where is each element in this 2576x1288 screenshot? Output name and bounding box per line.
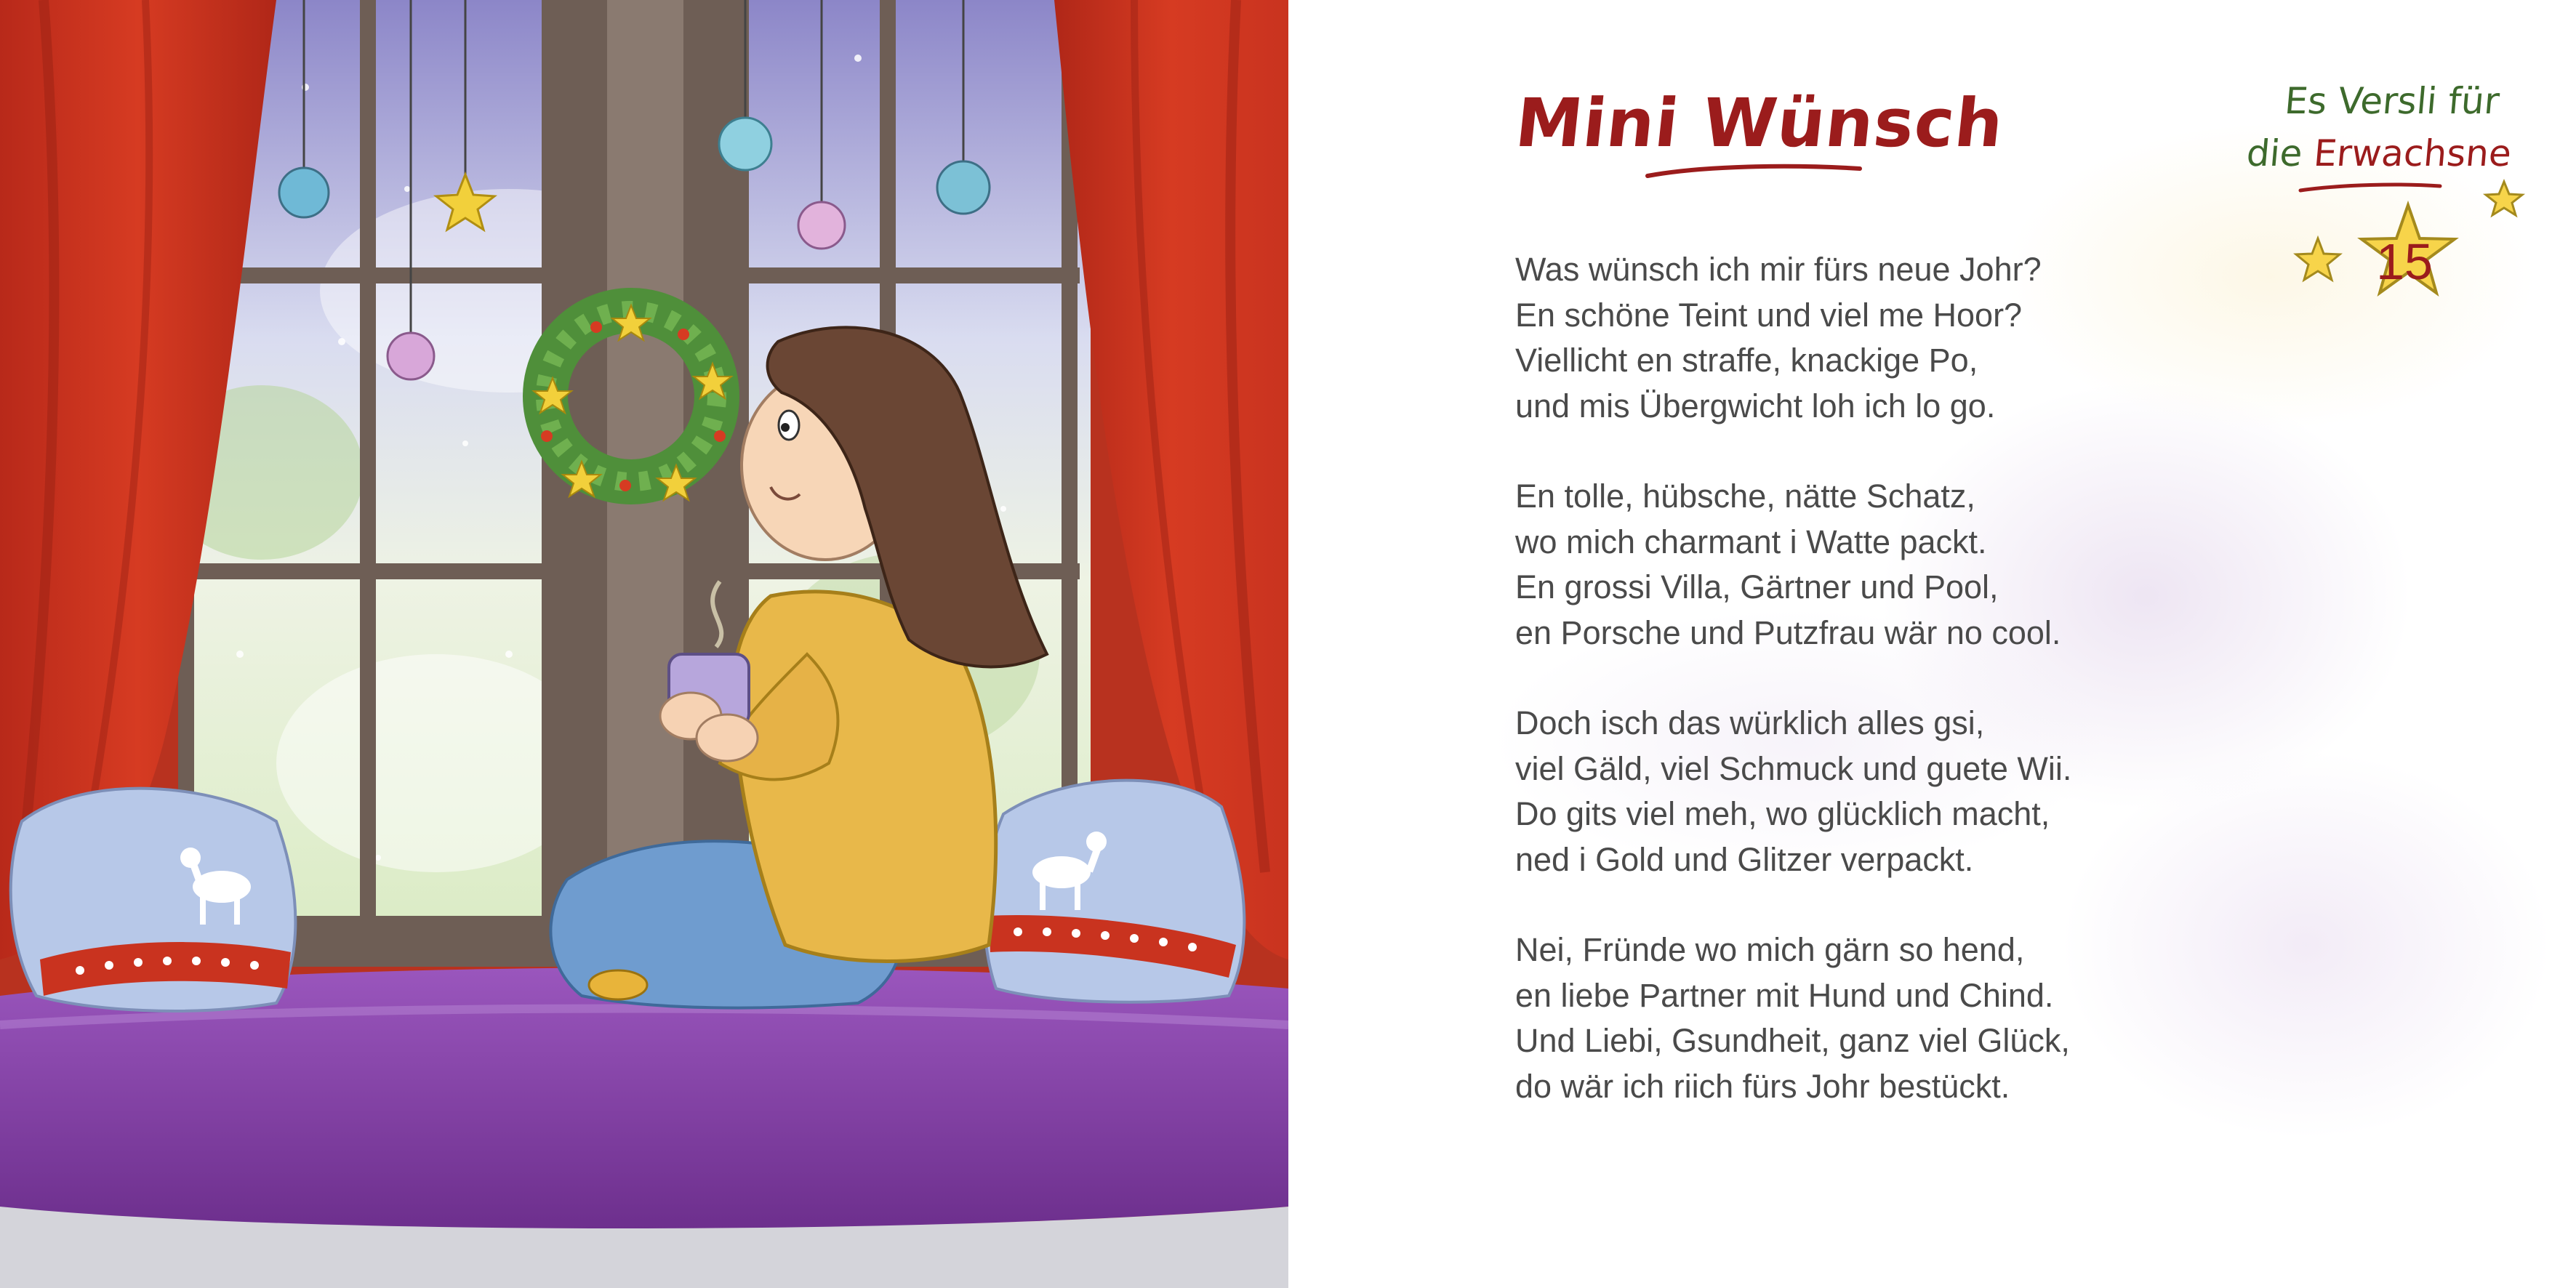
poem <box>1515 247 2388 1154</box>
poem-stanza <box>1515 247 2388 429</box>
poem-stanza <box>1515 927 2388 1109</box>
poem-page <box>1288 0 2576 1288</box>
badge-label-line2 <box>2210 132 2548 174</box>
poem-line: Und Liebi, Gsundheit, ganz viel Glück, <box>1515 1022 2070 1059</box>
poem-line: Was wünsch ich mir fürs neue Johr? <box>1515 251 2042 288</box>
pillow-right <box>984 781 1244 1002</box>
poem-line: do wär ich riich fürs Johr bestückt. <box>1515 1067 2010 1105</box>
poem-line: Doch isch das würklich alles gsi, <box>1515 704 1985 741</box>
poem-line: En grossi Villa, Gärtner und Pool, <box>1515 568 1999 605</box>
poem-line: und mis Übergwicht loh ich lo go. <box>1515 387 1996 424</box>
poem-line: ned i Gold und Glitzer verpackt. <box>1515 840 1974 878</box>
pillow-left <box>11 789 296 1011</box>
poem-stanza <box>1515 474 2388 656</box>
page-title: Mini Wünsch <box>1512 84 2008 162</box>
poem-line: Nei, Fründe wo mich gärn so hend, <box>1515 931 2025 968</box>
poem-line: Viellicht en straffe, knackige Po, <box>1515 342 1978 379</box>
poem-line: en Porsche und Putzfrau wär no cool. <box>1515 613 2061 651</box>
poem-line: En schöne Teint und viel me Hoor? <box>1515 296 2023 334</box>
poem-stanza <box>1515 701 2388 882</box>
poem-line: En tolle, hübsche, nätte Schatz, <box>1515 478 1975 515</box>
star-icon <box>2486 182 2522 215</box>
day-number: 15 <box>2376 233 2433 290</box>
badge-label-line1: Es Versli für <box>2283 80 2501 122</box>
badge-label-accent: Erwachsne <box>2311 132 2513 174</box>
poem-line: Do gits viel meh, wo glücklich macht, <box>1515 795 2050 832</box>
poem-line: viel Gäld, viel Schmuck und guete Wii. <box>1515 749 2072 787</box>
title-underline <box>1645 160 1863 182</box>
poem-line: en liebe Partner mit Hund und Chind. <box>1515 976 2054 1014</box>
badge-label-prefix: die <box>2244 132 2316 174</box>
poem-line: wo mich charmant i Watte packt. <box>1515 523 1987 560</box>
